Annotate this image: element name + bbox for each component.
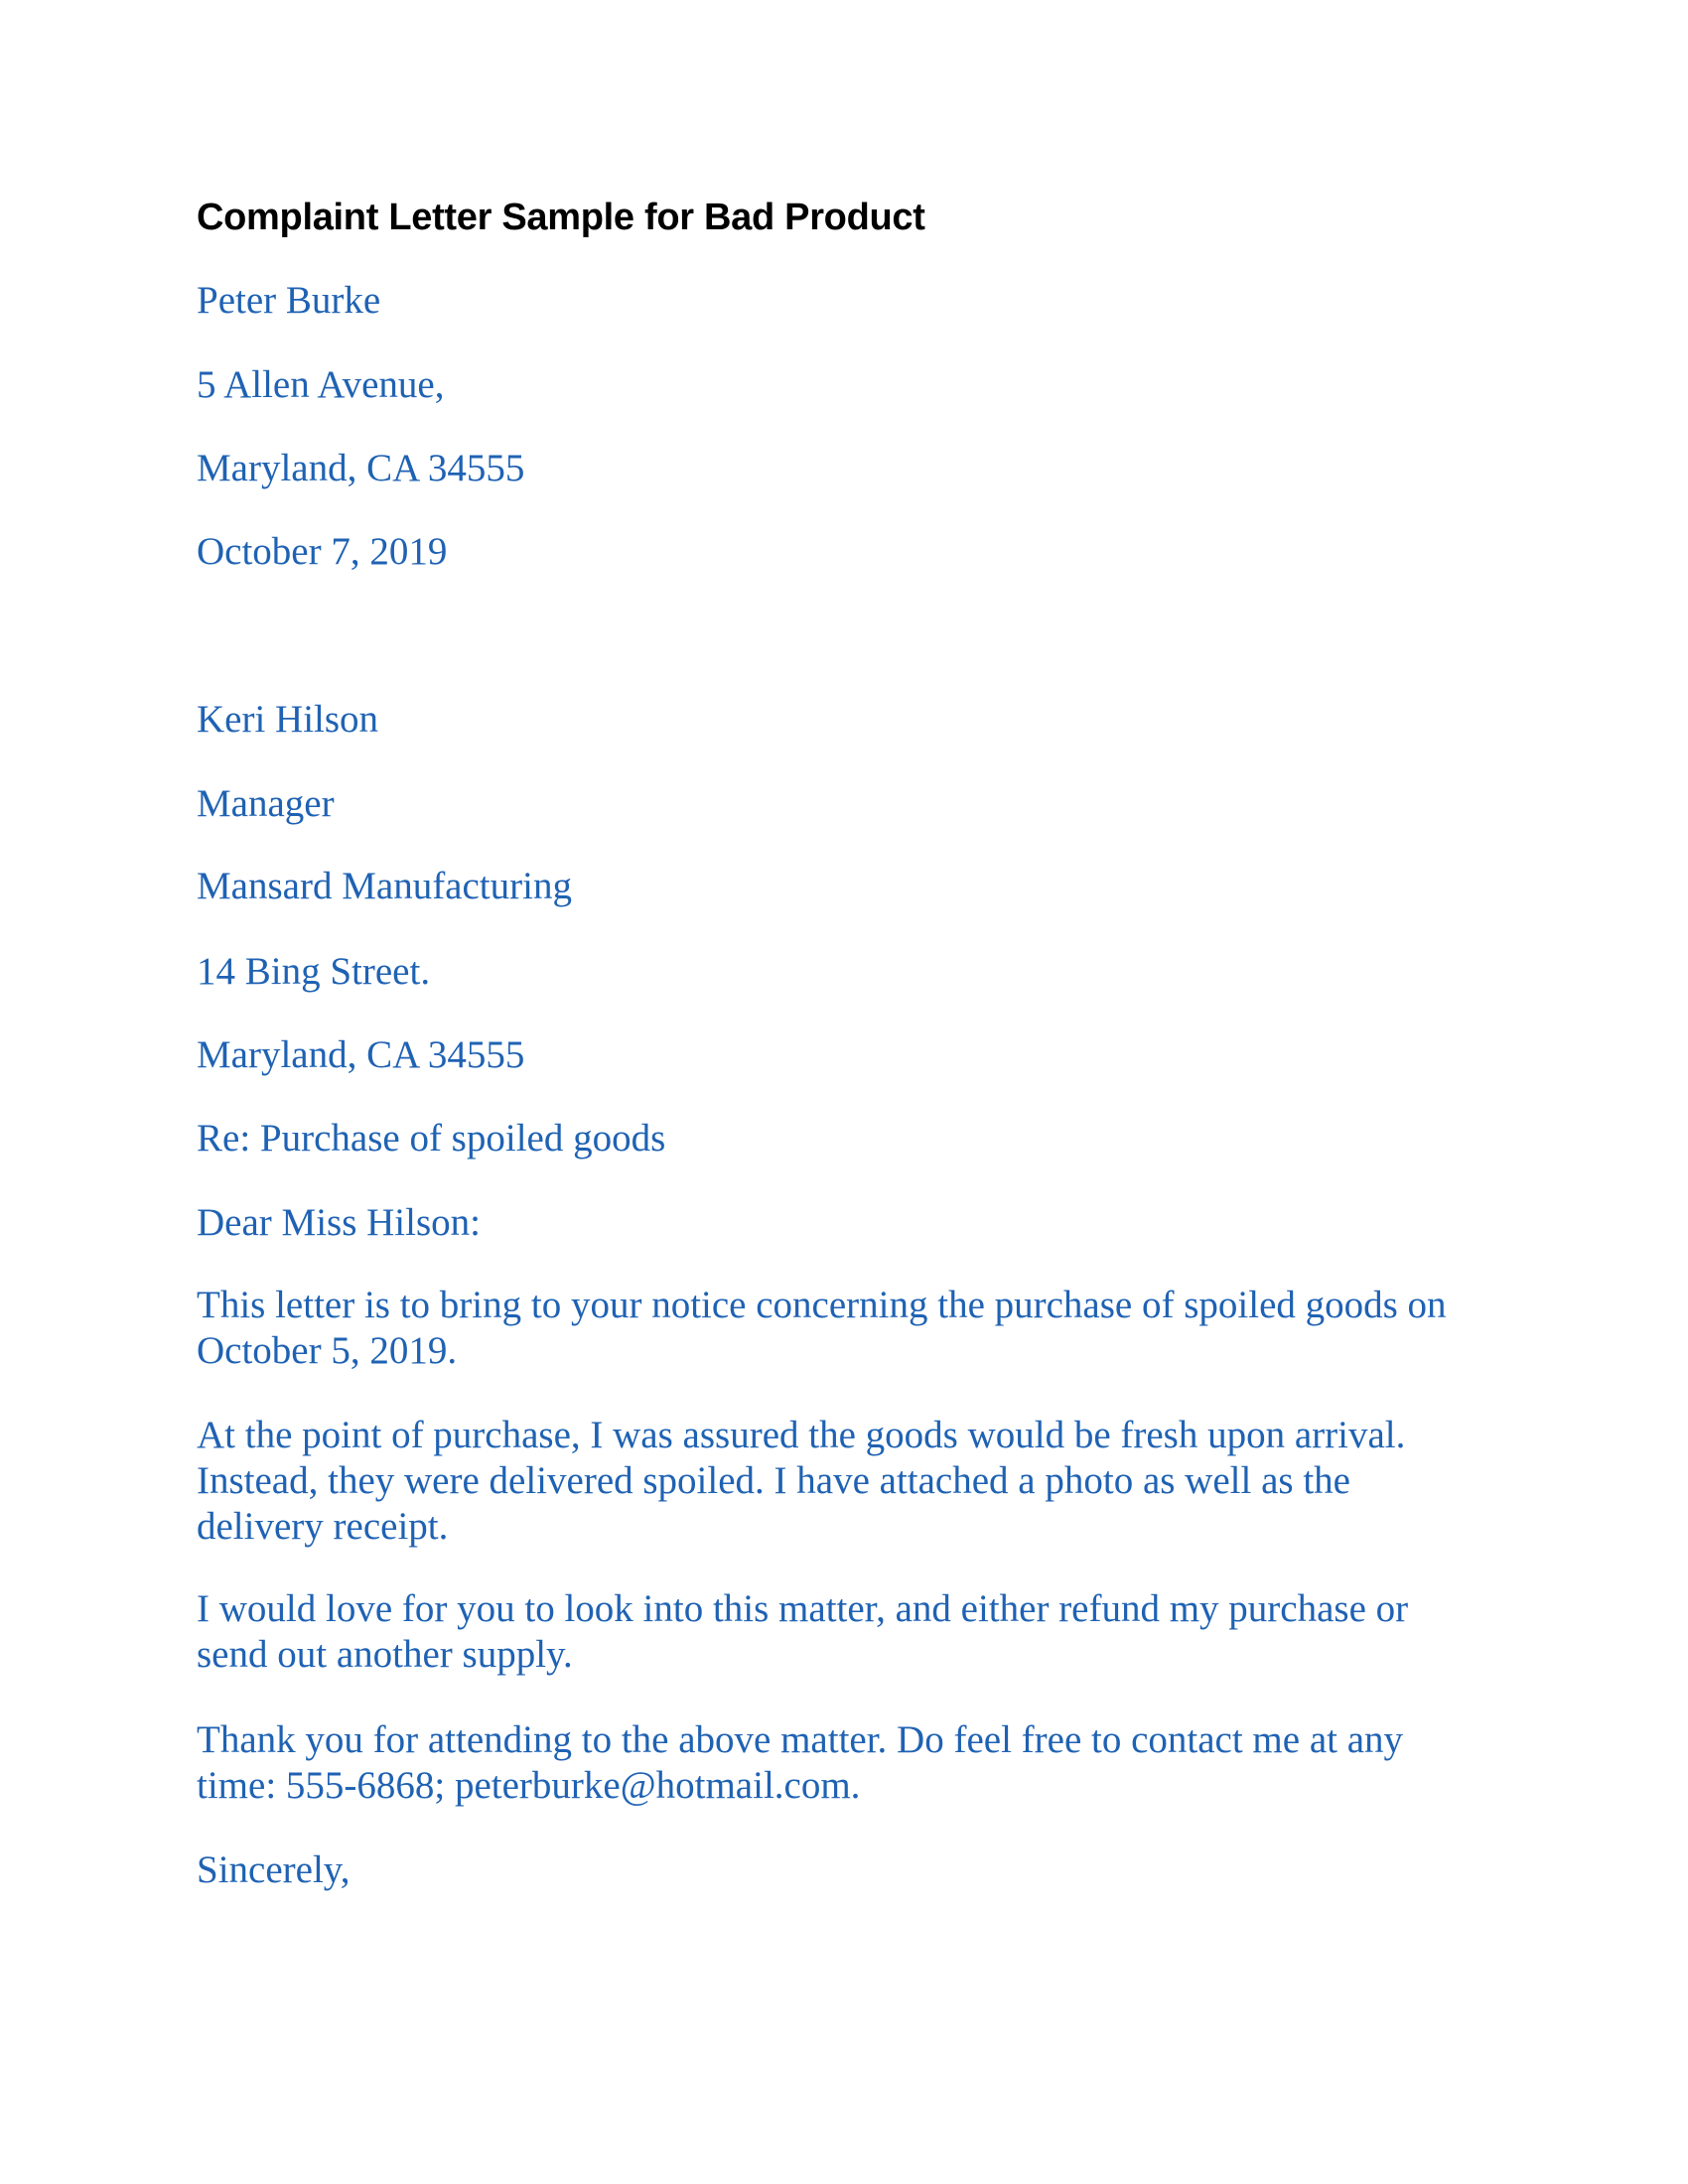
sender-name: Peter Burke: [197, 279, 381, 322]
paragraph-line: delivery receipt.: [197, 1505, 449, 1548]
paragraph-line: time: 555-6868; peterburke@hotmail.com.: [197, 1764, 861, 1807]
document-title: Complaint Letter Sample for Bad Product: [197, 197, 925, 238]
paragraph-1: [197, 1283, 1517, 1374]
paragraph-4: [197, 1717, 1517, 1809]
paragraph-line: I would love for you to look into this matter, and either refund my purchase or: [197, 1587, 1409, 1630]
salutation: Dear Miss Hilson:: [197, 1201, 481, 1244]
sender-address-line2: Maryland, CA 34555: [197, 447, 525, 489]
paragraph-line: Instead, they were delivered spoiled. I have attached a photo as well as the: [197, 1459, 1350, 1502]
recipient-address-line1: 14 Bing Street.: [197, 950, 431, 993]
recipient-position: Manager: [197, 782, 335, 825]
paragraph-line: Thank you for attending to the above matter. Do feel free to contact me at any: [197, 1718, 1404, 1761]
closing: Sincerely,: [197, 1848, 351, 1891]
recipient-name: Keri Hilson: [197, 698, 379, 741]
paragraph-line: October 5, 2019.: [197, 1329, 458, 1372]
recipient-address-line2: Maryland, CA 34555: [197, 1033, 525, 1076]
sender-address-line1: 5 Allen Avenue,: [197, 363, 445, 406]
letter-date: October 7, 2019: [197, 530, 448, 573]
paragraph-line: This letter is to bring to your notice concerning the purchase of spoiled goods on: [197, 1284, 1447, 1326]
paragraph-2: [197, 1413, 1517, 1550]
subject-line: Re: Purchase of spoiled goods: [197, 1117, 666, 1160]
recipient-company: Mansard Manufacturing: [197, 865, 572, 907]
paragraph-3: [197, 1586, 1517, 1678]
paragraph-line: send out another supply.: [197, 1633, 573, 1676]
paragraph-line: At the point of purchase, I was assured the goods would be fresh upon arrival.: [197, 1414, 1406, 1456]
